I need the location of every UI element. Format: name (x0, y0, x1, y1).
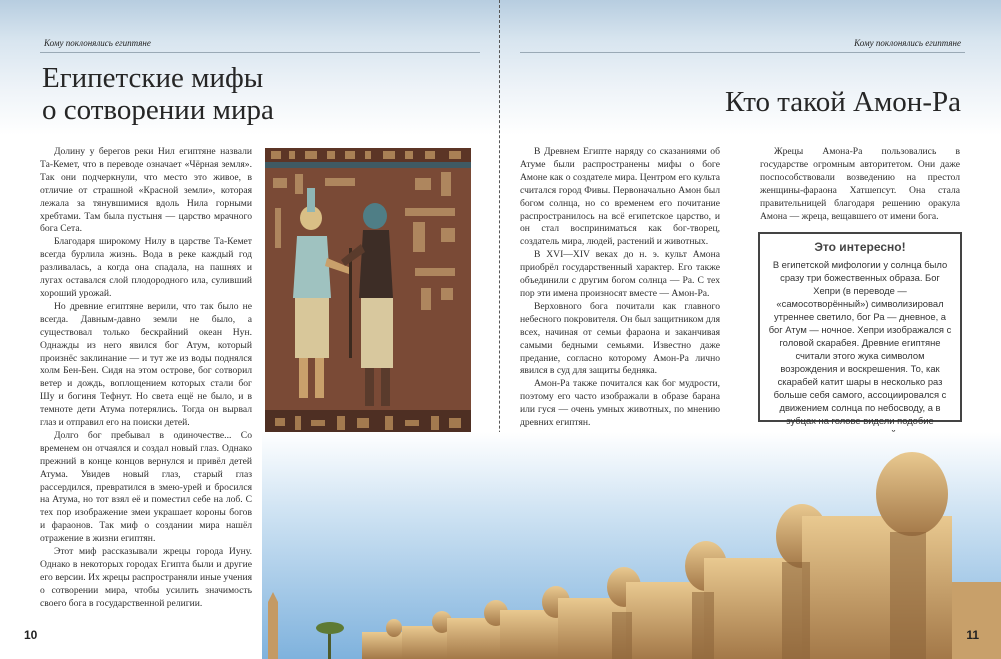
right-page-number: 11 (966, 628, 979, 642)
info-box-text: В египетской мифологии у солнца было сразу три божественных образа. Бог Хепри (в переводе — «самосотворённый») символизировал утреннее светило, бог Ра — дневное, а бог Атум — ночное. Хепри изображался с головой скарабея. Древние египтяне считали этого жука символом возрождения и воскрешения. То, как скарабей катит шары в несколько раз больше себя самого, ассоциировался с движением солнца по небосводу, а в зубцах на голове видели подобие (768, 259, 952, 426)
right-paragraph: Амон-Ра также почитался как бог мудрости, поэтому его часто изображали в образе барана или гуся — очень умных животных, по мнению древних египтян. (520, 378, 720, 429)
left-paragraph: Но древние египтяне верили, что так было не всегда. Давным-давно земли не было, а существовал только бескрайний океан Нун. Однажды из него явился бог Атум, который произнёс заклинание — и тут же из воды поднялся холм Бен-Бен. Сидя на этом острове, бог сотворил ветер и дождь, воплощением которых стали бог Шу и богиня Тефнут. Но света ещё не было, и в темноте дети Атума потерялись. Тогда он вырвал глаз и отправил его на поиски детей. (40, 300, 252, 429)
interesting-fact-box (758, 232, 962, 426)
sphinx-avenue-photo (262, 432, 1001, 659)
sphinx-avenue-drawing (262, 432, 1001, 659)
left-body-column (40, 146, 252, 611)
left-running-head: Кому поклонялись египтяне (44, 38, 151, 48)
right-page-title: Кто такой Амон-Ра (724, 86, 961, 118)
right-running-head: Кому поклонялись египтяне (854, 38, 961, 48)
hieroglyph-relief-drawing (265, 148, 471, 450)
left-title-line1: Египетские мифы (42, 62, 264, 94)
left-paragraph: Долину у берегов реки Нил египтяне назвали Та-Кемет, что в переводе означает «Чёрная земля». Так они подчеркнули, что место это живое, в отличие от страшной «Красной земли», которая лежала за тянувшимися вдоль Нила горными хребтами. Там была пустыня — царство мрачного бога Сета. (40, 146, 252, 235)
info-box-title: Это интересно! (814, 240, 906, 254)
left-header-rule (40, 52, 480, 53)
left-paragraph: Этот миф рассказывали жрецы города Иуну. Однако в некоторых городах Египта были и другие его версии. Их жрецы распространяли иные учения о сотворении мира, чтобы усилить значимость своего бога в государственной религии. (40, 546, 252, 609)
right-paragraph: Верховного бога почитали как главного небесного покровителя. Он был защитником для всех, начиная от семьи фараона и заканчивая самыми бедными семьями. Известно даже предание, согласно которому Амон-Ра лично явился в суд для защиты бедняка. (520, 300, 720, 377)
left-title-line2: о сотворении мира (42, 94, 274, 126)
right-paragraph: В Древнем Египте наряду со сказаниями об Атуме были распространены мифы о боге Амоне как о создателе мира. Центром его культа считался город Фивы. Первоначально Амон был богом солнца, но со временем его почитание распространилось на всё египетское царство, и он стал восприниматься как бог-творец, создатель мира, людей, растений и животных. (520, 146, 720, 248)
right-header-rule (520, 52, 965, 53)
right-body-column-1 (520, 146, 720, 430)
left-page-title (42, 62, 274, 126)
right-paragraph: Жрецы Амона-Ра пользовались в государстве огромным авторитетом. Они даже поспособствовали возведению на престол женщины-фараона Хатшепсут. Она стала правительницей благодаря решению оракула Амона — жреца, вещавшего от имени бога. (760, 146, 960, 222)
right-body-column-2 (760, 146, 960, 223)
left-paragraph: Благодаря широкому Нилу в царстве Та-Кемет всегда бурлила жизнь. Вода в реке каждый год разливалась, а когда она спадала, на пашнях и лугах оставался слой плодородного ила, суливший хороший урожай. (40, 236, 252, 299)
left-paragraph: Долго бог пребывал в одиночестве... Со временем он отчаялся и создал новый глаз. Однако прежний в конце концов вернулся и привёл детей Атума. Увидев новый глаз, старый глаз рассердился, превратился в змею-урей и бросился на Атума, но тот взял её и поместил себе на лоб. С тех пор изображение змеи украшает короны богов и фараонов. Так миф о создании мира нашёл отражение в жизни египтян. (40, 429, 252, 545)
left-page-number: 10 (24, 628, 38, 642)
hieroglyph-relief-image (265, 148, 471, 450)
right-paragraph: В XVI—XIV веках до н. э. культ Амона приобрёл государственный характер. Его также объединили с другим богом солнца — Ра. С тех пор эти имена произносят вместе — Амон-Ра. (520, 249, 720, 299)
